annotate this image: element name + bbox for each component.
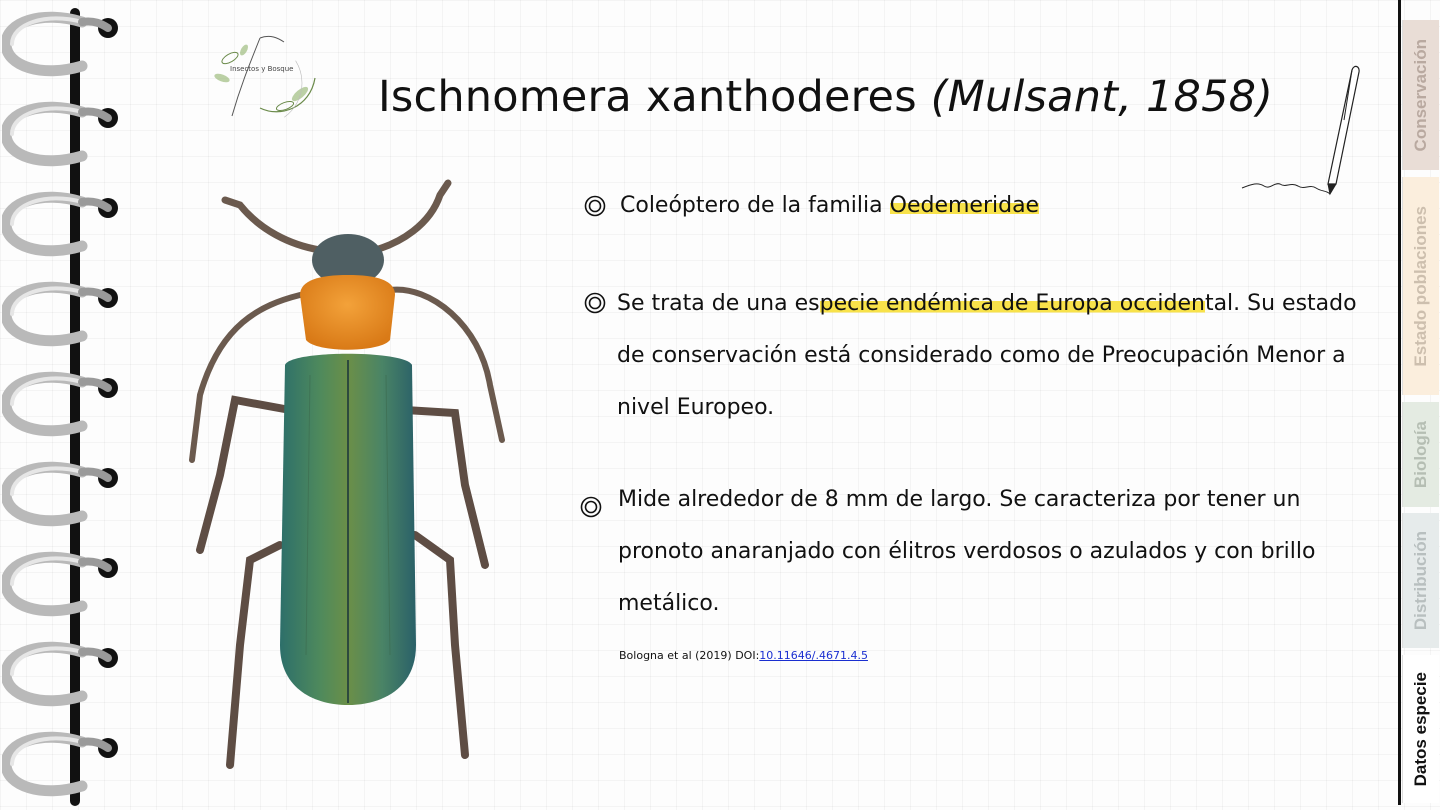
binding-ring	[2, 8, 120, 80]
tab-estado-poblaciones[interactable]	[1402, 177, 1439, 395]
tab-distribucion[interactable]	[1402, 513, 1439, 648]
spiral-binding	[0, 0, 130, 810]
tab-biologia[interactable]	[1402, 402, 1439, 507]
target-bullet-icon	[584, 195, 606, 217]
bullet-description	[618, 474, 1358, 630]
tab-conservacion[interactable]	[1402, 20, 1439, 170]
binding-ring	[2, 368, 120, 440]
species-name: Ischnomera xanthoderes	[378, 72, 917, 122]
binding-ring	[2, 728, 120, 800]
highlighted-text: pecie endémica de Europa occiden	[819, 291, 1205, 316]
bullet-text: Coleóptero de la familia	[620, 193, 890, 218]
tab-label: Biología	[1411, 420, 1430, 489]
binding-ring	[2, 278, 120, 350]
binding-ring	[2, 638, 120, 710]
reference-text: Bologna et al (2019) DOI:	[619, 649, 760, 662]
species-author: (Mulsant, 1858)	[930, 72, 1274, 122]
tab-label: Distribución	[1411, 530, 1430, 631]
binding-ring	[2, 458, 120, 530]
bullet-text: Mide alrededor de 8 mm de largo. Se caracteriza por tener un pronoto anaranjado con élitros verdosos o azulados y con brillo metálico.	[618, 487, 1316, 616]
logo-icon	[200, 28, 320, 124]
bullet-family	[620, 180, 1080, 232]
tab-label: Estado poblaciones	[1411, 205, 1430, 367]
reference	[619, 649, 868, 662]
bullet-text: tal. Su estado de conservación está considerado como de Preocupación Menor a nivel Europeo.	[617, 291, 1357, 420]
binding-ring	[2, 98, 120, 170]
tabs-edge	[1398, 0, 1401, 805]
target-bullet-icon	[584, 292, 606, 314]
target-bullet-icon	[580, 496, 602, 518]
tab-datos-especie[interactable]	[1402, 655, 1439, 803]
doi-link[interactable]: 10.11646/.4671.4.5	[759, 649, 868, 662]
tab-label: Datos especie	[1411, 671, 1430, 787]
binding-ring	[2, 548, 120, 620]
page-title	[378, 72, 1273, 122]
logo-text: Insectos y Bosque	[230, 65, 294, 73]
bullet-endemism	[617, 278, 1377, 434]
bullet-text: Se trata de una es	[617, 291, 820, 316]
beetle-image	[180, 175, 520, 800]
section-tabs	[1398, 0, 1440, 810]
binding-ring	[2, 188, 120, 260]
pen-icon	[1240, 60, 1370, 200]
tab-label: Conservación	[1411, 38, 1430, 152]
highlighted-text: Oedemeridae	[889, 193, 1040, 218]
